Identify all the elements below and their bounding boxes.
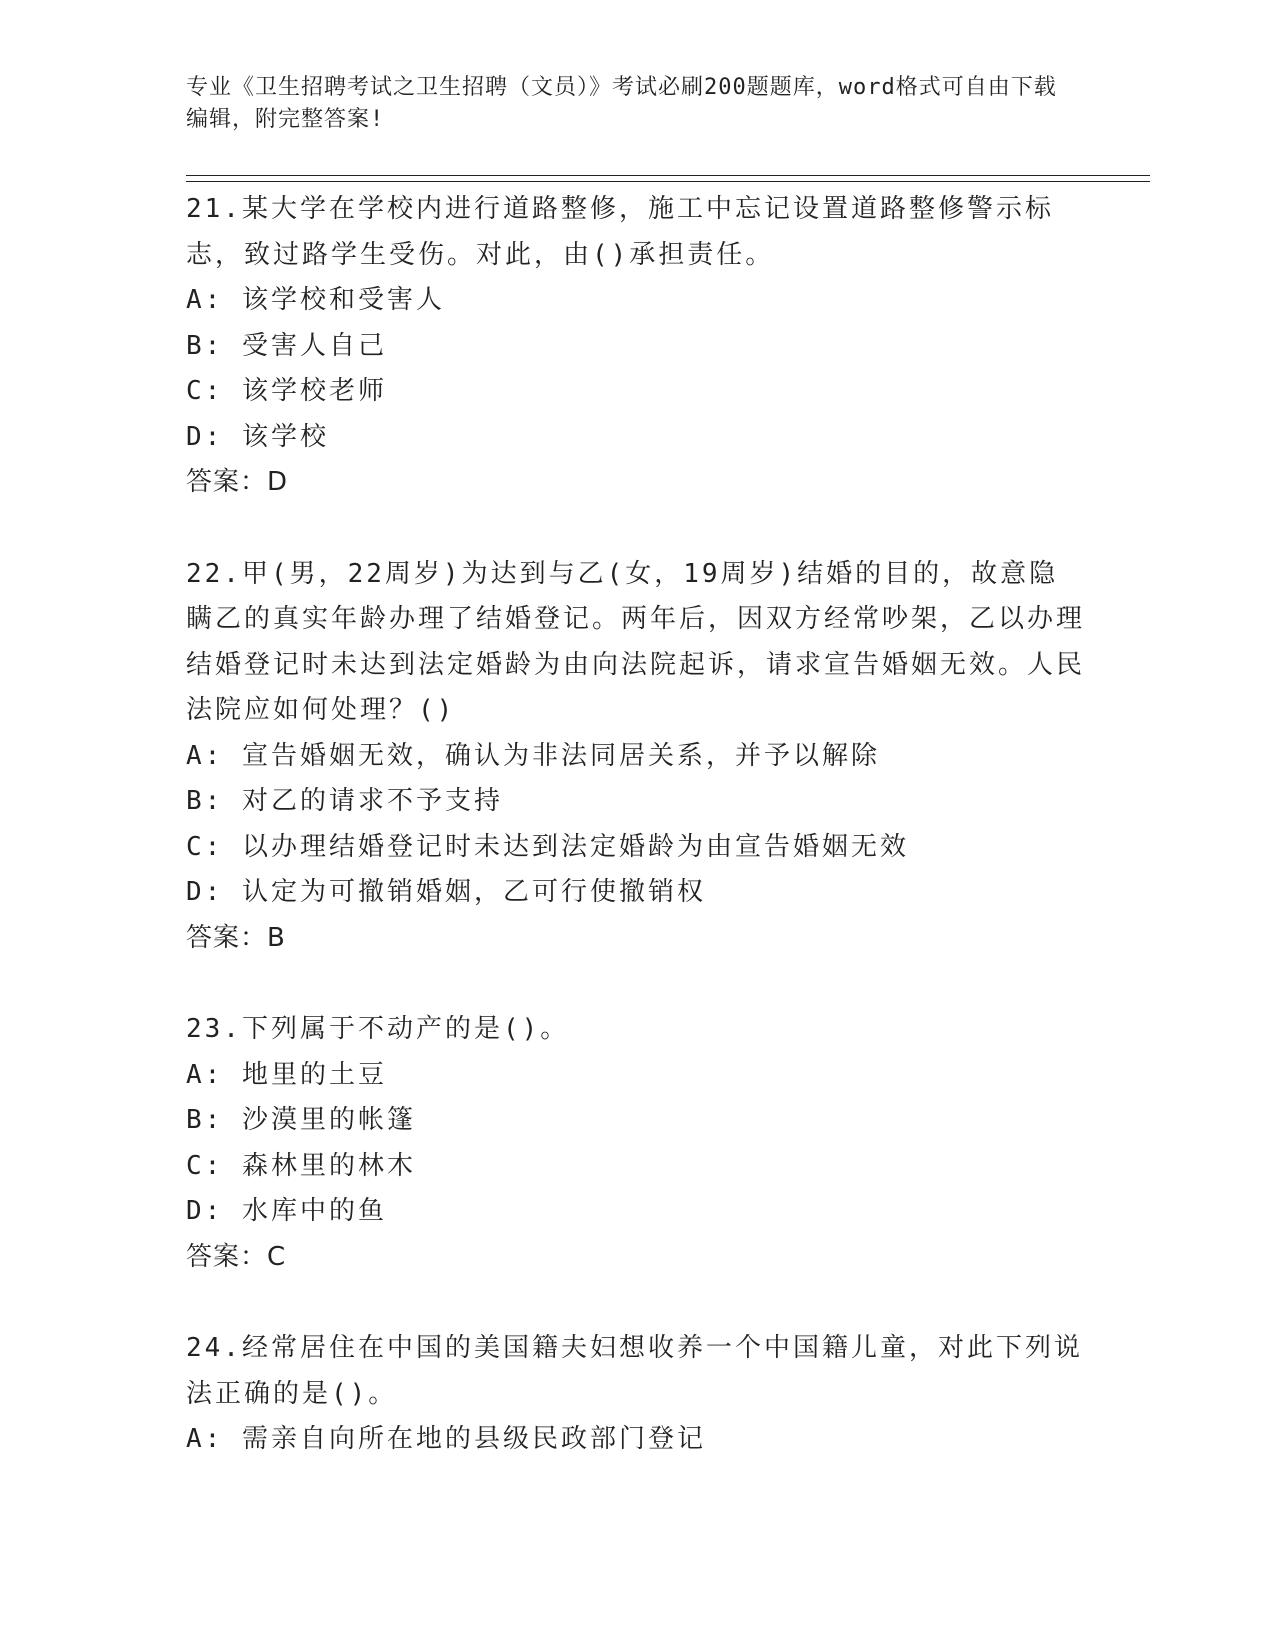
question-23 — [186, 1007, 1086, 1280]
option-d: D: 认定为可撤销婚姻，乙可行使撤销权 — [186, 877, 706, 907]
question-21 — [186, 187, 1086, 506]
option-b: B: 受害人自己 — [186, 330, 387, 361]
option-c: C: 该学校老师 — [186, 376, 387, 406]
option-d: D: 水库中的鱼 — [186, 1196, 387, 1226]
option-b: B: 沙漠里的帐篷 — [186, 1105, 416, 1135]
option-c: C: 森林里的林木 — [186, 1150, 416, 1181]
question-stem: 23.下列属于不动产的是()。 — [186, 1014, 570, 1044]
question-stem: 22.甲(男，22周岁)为达到与乙(女，19周岁)结婚的目的，故意隐瞒乙的真实年龄办理了结婚登记。两年后，因双方经常吵架，乙以办理结婚登记时未达到法定婚龄为由向法院起诉，请求宣告婚姻无效。人民法院应如何处理？() — [186, 558, 1086, 725]
option-a: A: 该学校和受害人 — [186, 285, 445, 315]
option-a: A: 地里的土豆 — [186, 1059, 387, 1090]
option-c: C: 以办理结婚登记时未达到法定婚龄为由宣告婚姻无效 — [186, 831, 909, 862]
header-divider-bottom — [186, 181, 1150, 182]
document-header: 专业《卫生招聘考试之卫生招聘（文员）》考试必刷200题题库，word格式可自由下载编辑，附完整答案! — [186, 75, 1057, 132]
question-stem: 24.经常居住在中国的美国籍夫妇想收养一个中国籍儿童，对此下列说法正确的是()。 — [186, 1333, 1083, 1409]
question-22 — [186, 552, 1086, 962]
option-d: D: 该学校 — [186, 421, 329, 452]
answer-text: 答案：D — [186, 467, 289, 497]
option-a: A: 宣告婚姻无效，确认为非法同居关系，并予以解除 — [186, 740, 880, 771]
option-b: B: 对乙的请求不予支持 — [186, 786, 503, 816]
header-divider-top — [186, 175, 1150, 176]
question-list — [186, 187, 1086, 1509]
answer-text: 答案：B — [186, 922, 286, 953]
question-stem: 21.某大学在学校内进行道路整修，施工中忘记设置道路整修警示标志，致过路学生受伤。对此，由()承担责任。 — [186, 194, 1054, 270]
answer-text: 答案：C — [186, 1241, 287, 1272]
option-a: A: 需亲自向所在地的县级民政部门登记 — [186, 1424, 706, 1454]
question-24 — [186, 1326, 1086, 1463]
